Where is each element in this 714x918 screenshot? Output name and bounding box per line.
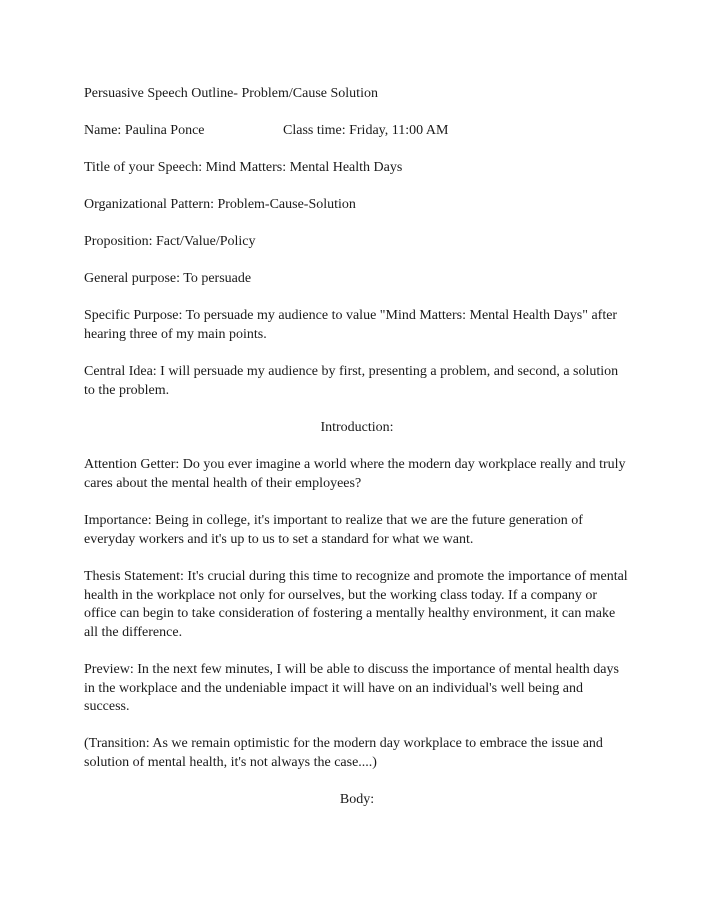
- speech-title: Title of your Speech: Mind Matters: Mental Health Days: [84, 160, 403, 175]
- class-time: Class time: Friday, 11:00 AM: [283, 123, 449, 138]
- importance-line-1: Importance: Being in college, it's important to realize that we are the future generation of: [84, 513, 583, 528]
- attention-getter-line-2: cares about the mental health of their employees?: [84, 476, 362, 491]
- introduction-heading: Introduction:: [320, 420, 394, 435]
- preview-line-2: in the workplace and the undeniable impact it will have on an individual's well being and: [84, 681, 583, 696]
- general-purpose: General purpose: To persuade: [84, 271, 252, 286]
- central-idea-line-2: to the problem.: [84, 383, 170, 398]
- document-title: Persuasive Speech Outline- Problem/Cause Solution: [84, 86, 378, 101]
- importance-line-2: everyday workers and it's up to us to set a standard for what we want.: [84, 532, 474, 547]
- thesis-line-1: Thesis Statement: It's crucial during this time to recognize and promote the importance of mental: [84, 569, 628, 584]
- preview-line-3: success.: [84, 699, 130, 714]
- specific-purpose-line-2: hearing three of my main points.: [84, 327, 267, 342]
- student-name: Name: Paulina Ponce: [84, 123, 205, 138]
- organizational-pattern: Organizational Pattern: Problem-Cause-Solution: [84, 197, 356, 212]
- thesis-line-2: health in the workplace not only for ourselves, but the working class today. If a company or: [84, 588, 598, 603]
- specific-purpose-line-1: Specific Purpose: To persuade my audience to value "Mind Matters: Mental Health Days" after: [84, 308, 618, 323]
- thesis-line-4: all the difference.: [84, 625, 183, 640]
- body-heading: Body:: [339, 792, 375, 807]
- proposition: Proposition: Fact/Value/Policy: [84, 234, 256, 249]
- thesis-line-3: office can begin to take consideration of fostering a mentally healthy environment, it can make: [84, 606, 616, 621]
- attention-getter-line-1: Attention Getter: Do you ever imagine a world where the modern day workplace really and truly: [84, 457, 626, 472]
- preview-line-1: Preview: In the next few minutes, I will be able to discuss the importance of mental health days: [84, 662, 619, 677]
- transition-line-1: (Transition: As we remain optimistic for the modern day workplace to embrace the issue and: [84, 736, 603, 751]
- transition-line-2: solution of mental health, it's not always the case....): [84, 755, 377, 770]
- central-idea-line-1: Central Idea: I will persuade my audience by first, presenting a problem, and second, a solution: [84, 364, 619, 379]
